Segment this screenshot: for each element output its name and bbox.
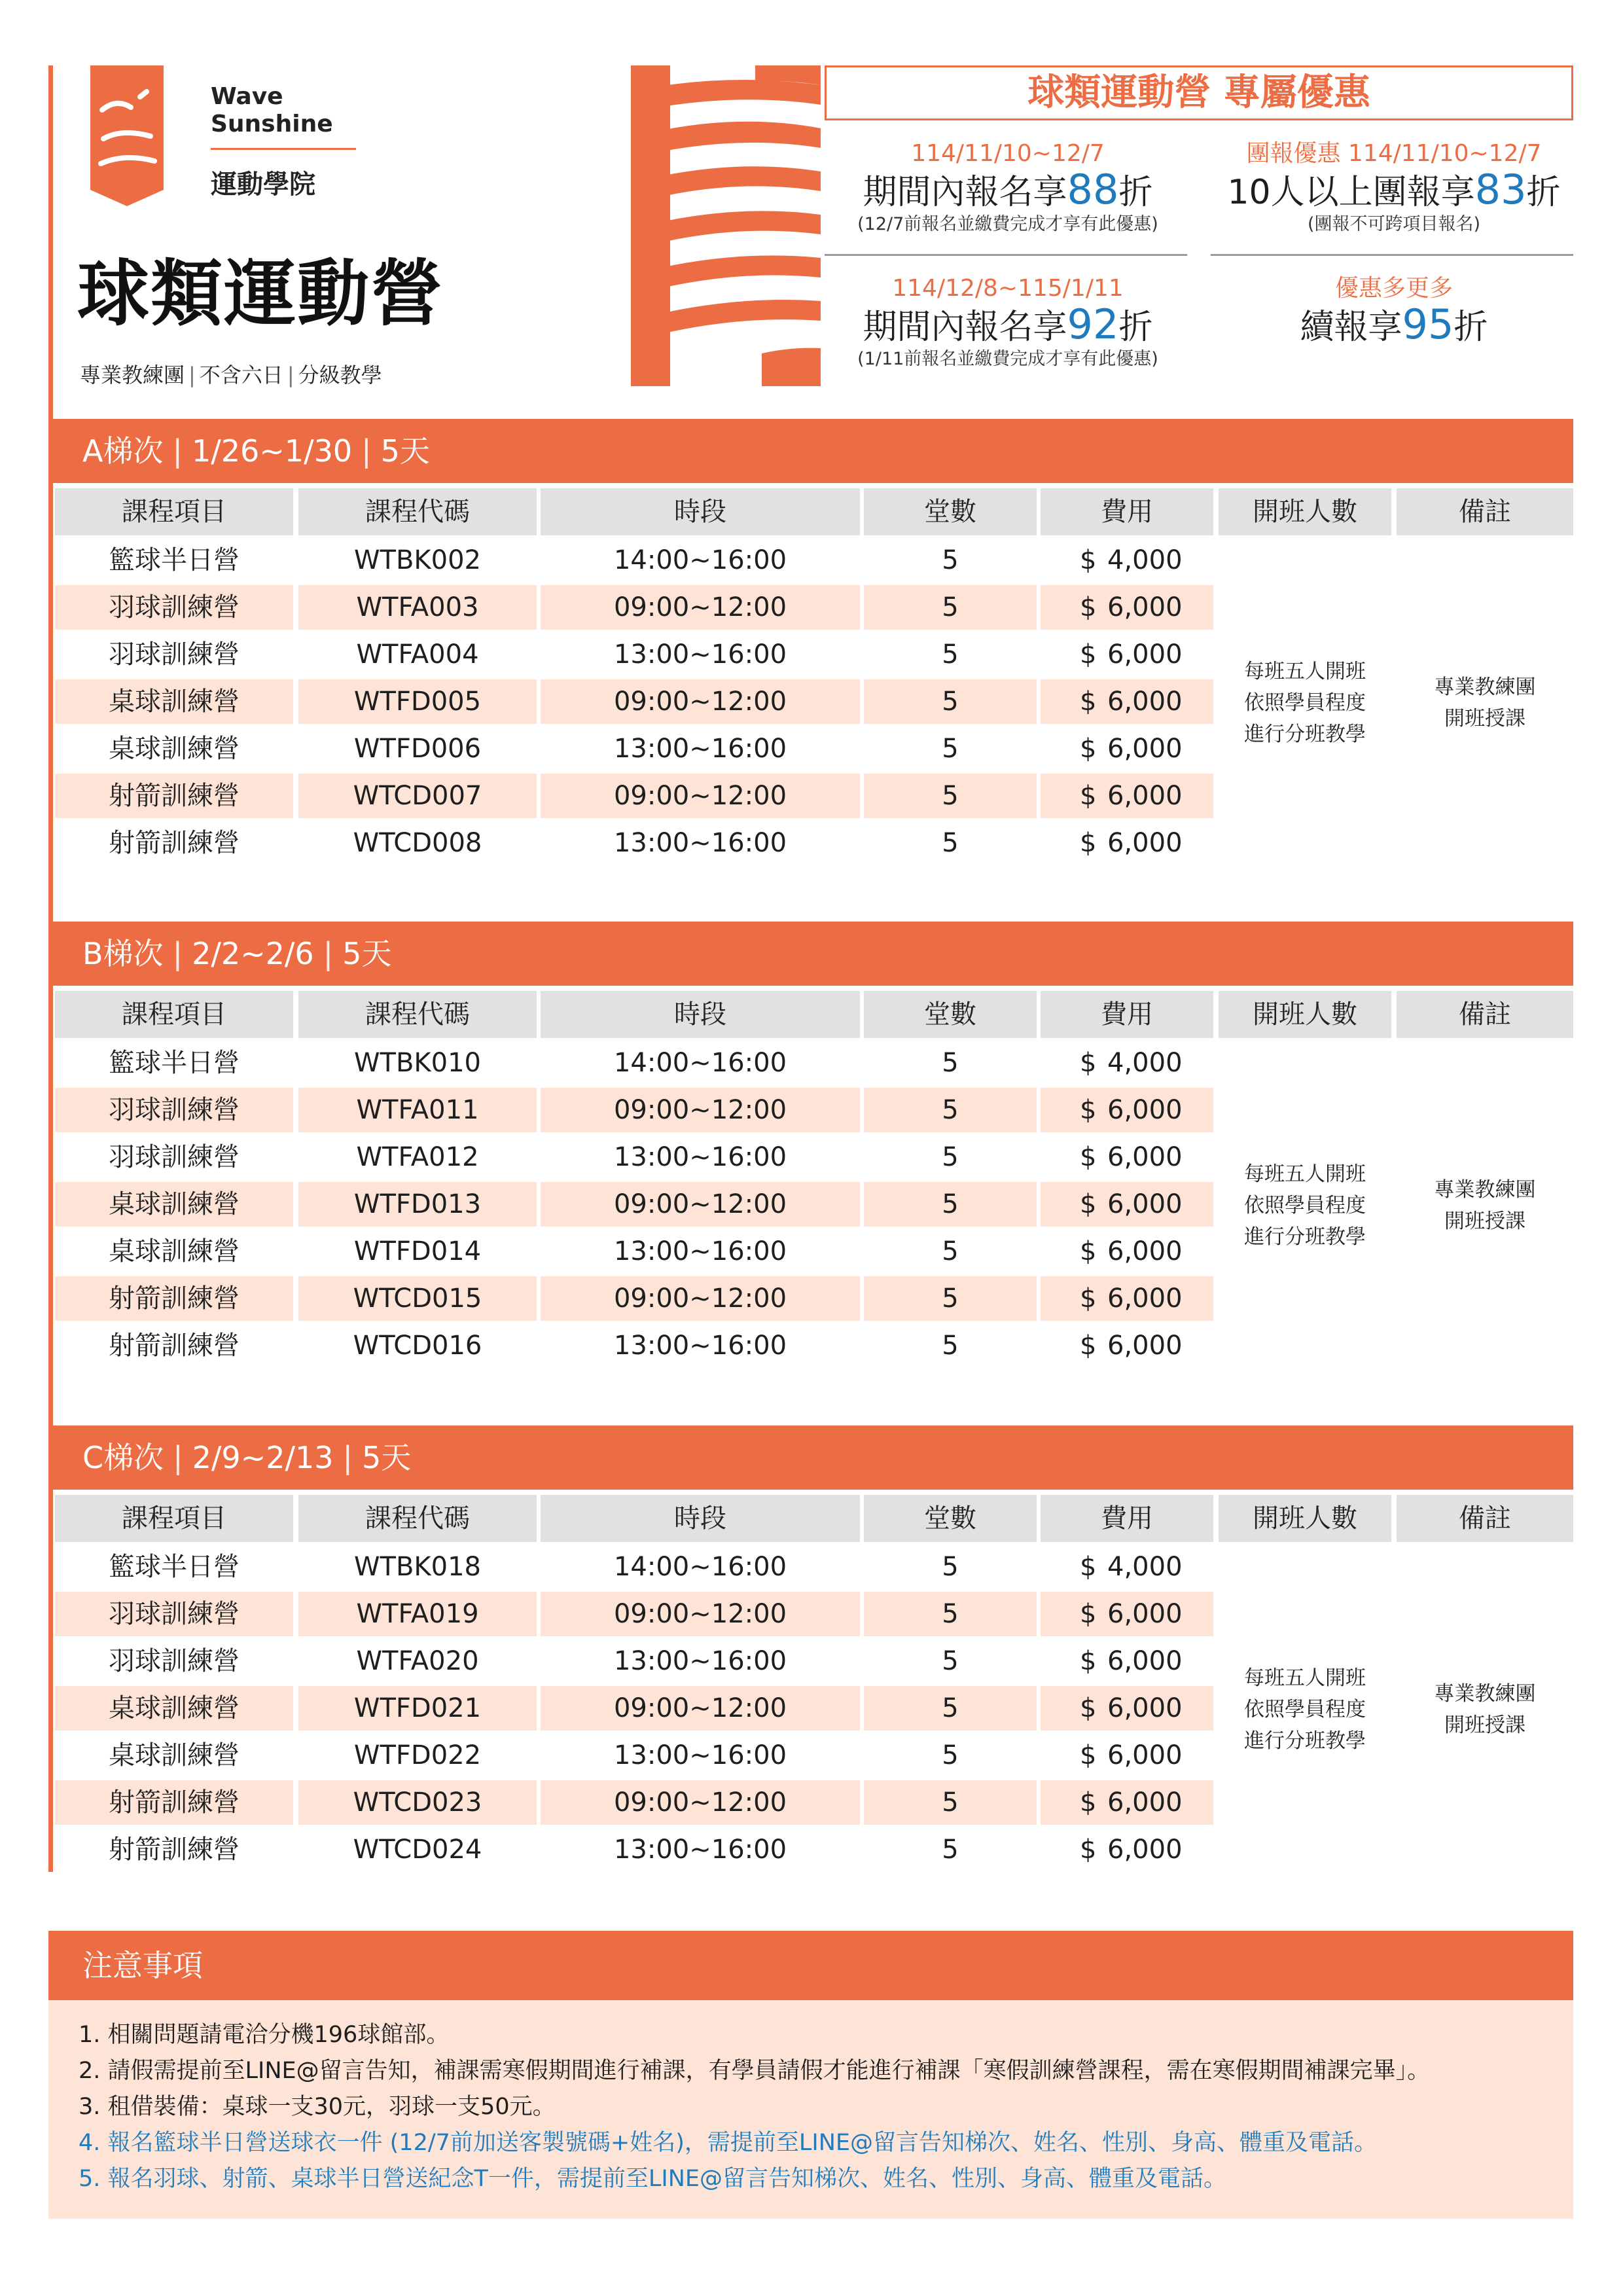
batch-header — [48, 922, 1573, 986]
table-header-cell: 費用 — [1041, 488, 1213, 535]
course-item-cell: 桌球訓練營 — [109, 1740, 240, 1770]
fee-amount: 6,000 — [1107, 1331, 1183, 1361]
promo-title: 球類運動營 專屬優惠 — [825, 65, 1573, 120]
fee-cell — [1041, 1041, 1213, 1085]
currency-symbol: $ — [1080, 1552, 1097, 1582]
fee-amount: 6,000 — [1107, 734, 1183, 764]
fee-cell — [1041, 1545, 1213, 1589]
course-item-cell: 桌球訓練營 — [109, 734, 240, 764]
class-size-note — [1219, 1662, 1391, 1757]
course-item-cell: 羽球訓練營 — [55, 585, 293, 630]
class-size-line: 進行分班教學 — [1244, 723, 1366, 746]
sessions-cell: 5 — [942, 1048, 959, 1078]
course-code-cell: WTCD008 — [353, 828, 482, 858]
fee-cell — [1041, 632, 1213, 677]
currency-symbol: $ — [1080, 1189, 1097, 1219]
fee-amount: 4,000 — [1107, 545, 1183, 575]
fee-amount: 6,000 — [1107, 1599, 1183, 1629]
batch-separator: | — [342, 1440, 353, 1475]
course-code-cell: WTFA012 — [356, 1142, 479, 1172]
brand-name-line3: 運動學院 — [211, 170, 315, 200]
fee-cell — [1041, 1592, 1213, 1636]
batch-label: A梯次 — [82, 433, 164, 469]
time-slot-cell: 09:00~12:00 — [541, 1592, 860, 1636]
currency-symbol: $ — [1080, 1835, 1097, 1865]
course-item-cell: 桌球訓練營 — [55, 1182, 293, 1227]
course-code-cell: WTFD021 — [298, 1686, 537, 1731]
batch-separator: | — [323, 936, 334, 971]
remark-line: 開班授課 — [1444, 1210, 1525, 1233]
sessions-cell: 5 — [942, 1142, 959, 1172]
currency-symbol: $ — [1080, 1331, 1097, 1361]
batch-label: B梯次 — [82, 936, 164, 971]
subtitle-separator: | — [188, 363, 196, 387]
course-item-cell: 籃球半日營 — [109, 1552, 240, 1582]
note-item: 2. 請假需提前至LINE@留言告知，補課需寒假期間進行補課，有學員請假才能進行補課「寒假訓練營課程，需在寒假期間補課完畢」。 — [79, 2058, 1431, 2084]
course-item-cell: 射箭訓練營 — [109, 828, 240, 858]
time-slot-cell: 09:00~12:00 — [541, 585, 860, 630]
course-code-cell: WTCD023 — [298, 1780, 537, 1825]
class-size-line: 每班五人開班 — [1244, 1162, 1366, 1186]
table-header-cell: 課程項目 — [55, 488, 293, 535]
promo-suffix: 折 — [1454, 308, 1488, 347]
fee-cell — [1041, 1323, 1213, 1368]
course-item-cell: 桌球訓練營 — [55, 679, 293, 724]
batch-dates: 2/2~2/6 — [192, 936, 314, 971]
currency-symbol: $ — [1080, 828, 1097, 858]
sessions-cell: 5 — [942, 734, 959, 764]
table-row — [55, 1545, 1213, 1589]
table-header — [55, 1495, 1573, 1542]
currency-symbol: $ — [1080, 687, 1097, 717]
wave-sunshine-logo-icon — [90, 65, 164, 206]
promo-offer — [1211, 274, 1577, 348]
course-code-cell: WTCD024 — [353, 1835, 482, 1865]
class-size-note — [1219, 656, 1391, 750]
remark-note — [1397, 672, 1573, 734]
fee-cell — [1041, 1135, 1213, 1179]
table-row — [55, 1088, 1213, 1132]
promo-discount: 83 — [1474, 166, 1527, 213]
sessions-cell: 5 — [864, 774, 1037, 818]
table-row — [55, 585, 1213, 630]
class-size-line: 每班五人開班 — [1244, 1666, 1366, 1690]
promo-discount: 92 — [1067, 300, 1119, 348]
batch-header — [48, 1426, 1573, 1490]
sessions-cell: 5 — [942, 1236, 959, 1266]
batch-dates: 1/26~1/30 — [191, 433, 353, 469]
table-header-cell: 課程項目 — [55, 1495, 293, 1542]
course-item-cell: 羽球訓練營 — [109, 1646, 240, 1676]
fee-cell — [1041, 1276, 1213, 1321]
time-slot-cell: 13:00~16:00 — [613, 734, 787, 764]
table-header-cell: 費用 — [1041, 1495, 1213, 1542]
time-slot-cell: 14:00~16:00 — [613, 1048, 787, 1078]
table-header-cell: 備註 — [1397, 991, 1573, 1038]
page-subtitle — [80, 359, 382, 389]
class-size-line: 依照學員程度 — [1244, 691, 1366, 715]
promo-main — [825, 166, 1191, 213]
promo-suffix: 折 — [1118, 173, 1153, 212]
currency-symbol: $ — [1080, 1599, 1097, 1629]
batch-header — [48, 419, 1573, 483]
course-code-cell: WTFA020 — [356, 1646, 479, 1676]
course-item-cell: 羽球訓練營 — [55, 1592, 293, 1636]
brand-divider — [211, 148, 356, 150]
promo-divider — [1211, 254, 1573, 256]
table-row — [55, 1592, 1213, 1636]
fee-amount: 6,000 — [1107, 639, 1183, 670]
currency-symbol: $ — [1080, 545, 1097, 575]
remark-line: 專業教練團 — [1434, 1682, 1536, 1706]
table-row — [55, 821, 1213, 865]
note-item: 5. 報名羽球、射箭、桌球半日營送紀念T一件，需提前至LINE@留言告知梯次、姓名、性別、身高、體重及電話。 — [79, 2166, 1227, 2192]
table-header-cell: 開班人數 — [1219, 488, 1391, 535]
currency-symbol: $ — [1080, 1236, 1097, 1266]
fee-amount: 6,000 — [1107, 1646, 1183, 1676]
time-slot-cell: 13:00~16:00 — [613, 1236, 787, 1266]
promo-offer — [825, 139, 1191, 236]
note-item: 4. 報名籃球半日營送球衣一件 (12/7前加送客製號碼+姓名)，需提前至LINE@留言告知梯次、姓名、性別、身高、體重及電話。 — [79, 2130, 1377, 2156]
table-row — [55, 774, 1213, 818]
fee-cell — [1041, 1182, 1213, 1227]
course-code-cell: WTBK018 — [353, 1552, 481, 1582]
fee-cell — [1041, 1088, 1213, 1132]
promo-discount: 95 — [1402, 300, 1454, 348]
time-slot-cell: 13:00~16:00 — [613, 1142, 787, 1172]
batch-separator: | — [361, 433, 372, 469]
table-row — [55, 1733, 1213, 1778]
class-size-line: 進行分班教學 — [1244, 1225, 1366, 1249]
page-title: 球類運動營 — [77, 252, 444, 336]
promo-prefix: 期間內報名享 — [863, 173, 1067, 212]
sessions-cell: 5 — [942, 1740, 959, 1770]
fee-amount: 6,000 — [1107, 828, 1183, 858]
promo-divider — [825, 254, 1187, 256]
batch-separator: | — [172, 936, 183, 971]
subtitle-item: 分級教學 — [298, 363, 382, 387]
time-slot-cell: 14:00~16:00 — [613, 545, 787, 575]
class-size-line: 進行分班教學 — [1244, 1729, 1366, 1753]
fee-amount: 6,000 — [1107, 592, 1183, 622]
time-slot-cell: 13:00~16:00 — [613, 1331, 787, 1361]
course-item-cell: 羽球訓練營 — [109, 1142, 240, 1172]
batch-separator: | — [173, 1440, 183, 1475]
time-slot-cell: 09:00~12:00 — [541, 1780, 860, 1825]
brand-name-line2: Sunshine — [211, 111, 333, 137]
table-header-cell: 堂數 — [864, 991, 1037, 1038]
fee-amount: 6,000 — [1107, 1740, 1183, 1770]
subtitle-item: 不含六日 — [199, 363, 283, 387]
class-size-note — [1219, 1158, 1391, 1253]
table-header-cell: 堂數 — [864, 1495, 1037, 1542]
table-header-cell: 課程代碼 — [298, 1495, 537, 1542]
striped-wave-decoration-icon — [631, 65, 821, 386]
promo-suffix: 折 — [1118, 308, 1153, 347]
currency-symbol: $ — [1080, 1693, 1097, 1723]
course-code-cell: WTBK002 — [353, 545, 481, 575]
currency-symbol: $ — [1080, 1646, 1097, 1676]
course-item-cell: 羽球訓練營 — [55, 1088, 293, 1132]
fee-cell — [1041, 585, 1213, 630]
time-slot-cell: 13:00~16:00 — [613, 639, 787, 670]
time-slot-cell: 09:00~12:00 — [541, 1686, 860, 1731]
currency-symbol: $ — [1080, 592, 1097, 622]
fee-amount: 6,000 — [1107, 1095, 1183, 1125]
time-slot-cell: 09:00~12:00 — [541, 1276, 860, 1321]
course-item-cell: 射箭訓練營 — [55, 774, 293, 818]
class-size-line: 每班五人開班 — [1244, 660, 1366, 683]
currency-symbol: $ — [1080, 1740, 1097, 1770]
table-row — [55, 1182, 1213, 1227]
time-slot-cell: 14:00~16:00 — [613, 1552, 787, 1582]
table-row — [55, 1135, 1213, 1179]
table-header-cell: 開班人數 — [1219, 1495, 1391, 1542]
sessions-cell: 5 — [942, 1552, 959, 1582]
sessions-cell: 5 — [942, 1646, 959, 1676]
sessions-cell: 5 — [864, 1686, 1037, 1731]
sessions-cell: 5 — [864, 1182, 1037, 1227]
subtitle-item: 專業教練團 — [80, 363, 185, 387]
time-slot-cell: 13:00~16:00 — [613, 1835, 787, 1865]
note-item: 3. 租借裝備：桌球一支30元，羽球一支50元。 — [79, 2094, 556, 2120]
sessions-cell: 5 — [942, 545, 959, 575]
course-item-cell: 桌球訓練營 — [55, 1686, 293, 1731]
fee-cell — [1041, 538, 1213, 583]
fee-amount: 6,000 — [1107, 1283, 1183, 1314]
promo-note: (1/11前報名並繳費完成才享有此優惠) — [857, 349, 1158, 369]
course-item-cell: 射箭訓練營 — [55, 1780, 293, 1825]
course-code-cell: WTFD013 — [298, 1182, 537, 1227]
course-code-cell: WTFA004 — [356, 639, 479, 670]
time-slot-cell: 13:00~16:00 — [613, 828, 787, 858]
time-slot-cell: 09:00~12:00 — [541, 1182, 860, 1227]
promo-prefix: 續報享 — [1300, 308, 1402, 347]
table-header-cell: 時段 — [541, 488, 860, 535]
fee-cell — [1041, 1827, 1213, 1872]
course-code-cell: WTCD015 — [298, 1276, 537, 1321]
currency-symbol: $ — [1080, 639, 1097, 670]
table-row — [55, 726, 1213, 771]
fee-cell — [1041, 1733, 1213, 1778]
table-row — [55, 632, 1213, 677]
promo-main — [825, 300, 1191, 348]
sessions-cell: 5 — [942, 828, 959, 858]
course-item-cell: 羽球訓練營 — [109, 639, 240, 670]
table-header — [55, 488, 1573, 535]
fee-cell — [1041, 726, 1213, 771]
remark-line: 開班授課 — [1444, 707, 1525, 730]
promo-prefix: 10人以上團報享 — [1227, 173, 1475, 212]
fee-amount: 6,000 — [1107, 1142, 1183, 1172]
promo-note: (12/7前報名並繳費完成才享有此優惠) — [857, 214, 1158, 234]
course-item-cell: 射箭訓練營 — [55, 1276, 293, 1321]
sessions-cell: 5 — [864, 585, 1037, 630]
course-code-cell: WTFD022 — [353, 1740, 482, 1770]
promo-discount: 88 — [1067, 166, 1119, 213]
time-slot-cell: 09:00~12:00 — [541, 774, 860, 818]
table-header-cell: 課程代碼 — [298, 991, 537, 1038]
fee-amount: 4,000 — [1107, 1552, 1183, 1582]
time-slot-cell: 13:00~16:00 — [613, 1740, 787, 1770]
fee-amount: 6,000 — [1107, 687, 1183, 717]
table-header-cell: 課程代碼 — [298, 488, 537, 535]
fee-cell — [1041, 1686, 1213, 1731]
course-code-cell: WTCD016 — [353, 1331, 482, 1361]
fee-amount: 6,000 — [1107, 1835, 1183, 1865]
fee-cell — [1041, 1229, 1213, 1274]
course-item-cell: 射箭訓練營 — [109, 1835, 240, 1865]
fee-amount: 6,000 — [1107, 1787, 1183, 1818]
course-code-cell: WTFD005 — [298, 679, 537, 724]
table-row — [55, 1041, 1213, 1085]
fee-cell — [1041, 1780, 1213, 1825]
table-header-cell: 堂數 — [864, 488, 1037, 535]
sessions-cell: 5 — [942, 1835, 959, 1865]
promo-date: 優惠多更多 — [1334, 275, 1453, 302]
course-item-cell: 籃球半日營 — [109, 1048, 240, 1078]
notes-list — [48, 2000, 1573, 2219]
subtitle-separator: | — [287, 363, 294, 387]
currency-symbol: $ — [1080, 1048, 1097, 1078]
table-row — [55, 1686, 1213, 1731]
promo-suffix: 折 — [1526, 173, 1561, 212]
batch-separator: | — [172, 433, 183, 469]
table-row — [55, 1780, 1213, 1825]
remark-line: 開班授課 — [1444, 1713, 1525, 1737]
course-code-cell: WTFD014 — [353, 1236, 482, 1266]
table-header-cell: 費用 — [1041, 991, 1213, 1038]
course-code-cell: WTFA003 — [298, 585, 537, 630]
table-header-cell: 開班人數 — [1219, 991, 1391, 1038]
brand-name-line1: Wave — [211, 83, 283, 110]
class-size-line: 依照學員程度 — [1244, 1194, 1366, 1217]
course-code-cell: WTCD007 — [298, 774, 537, 818]
table-header-cell: 備註 — [1397, 1495, 1573, 1542]
fee-amount: 6,000 — [1107, 1236, 1183, 1266]
fee-cell — [1041, 679, 1213, 724]
time-slot-cell: 09:00~12:00 — [541, 679, 860, 724]
table-header-cell: 課程項目 — [55, 991, 293, 1038]
course-item-cell: 射箭訓練營 — [109, 1331, 240, 1361]
table-row — [55, 1229, 1213, 1274]
sessions-cell: 5 — [864, 1780, 1037, 1825]
promo-main — [1211, 300, 1577, 348]
table-header-cell: 時段 — [541, 1495, 860, 1542]
notes-title: 注意事項 — [48, 1931, 1573, 2000]
course-item-cell: 籃球半日營 — [109, 545, 240, 575]
sessions-cell: 5 — [864, 679, 1037, 724]
fee-cell — [1041, 821, 1213, 865]
sessions-cell: 5 — [864, 1592, 1037, 1636]
table-header-cell: 時段 — [541, 991, 860, 1038]
batch-dates: 2/9~2/13 — [192, 1440, 334, 1475]
fee-cell — [1041, 1639, 1213, 1683]
sessions-cell: 5 — [864, 1276, 1037, 1321]
batch-days: 5天 — [380, 433, 430, 469]
course-code-cell: WTFA011 — [298, 1088, 537, 1132]
remark-line: 專業教練團 — [1434, 1178, 1536, 1202]
currency-symbol: $ — [1080, 734, 1097, 764]
fee-amount: 6,000 — [1107, 781, 1183, 811]
table-row — [55, 1323, 1213, 1368]
course-code-cell: WTFA019 — [298, 1592, 537, 1636]
remark-note — [1397, 1678, 1573, 1741]
fee-amount: 4,000 — [1107, 1048, 1183, 1078]
currency-symbol: $ — [1080, 1095, 1097, 1125]
remark-line: 專業教練團 — [1434, 675, 1536, 699]
fee-cell — [1041, 774, 1213, 818]
currency-symbol: $ — [1080, 1283, 1097, 1314]
promo-note: (團報不可跨項目報名) — [1307, 214, 1481, 234]
batch-days: 5天 — [342, 936, 392, 971]
course-code-cell: WTBK010 — [353, 1048, 481, 1078]
table-row — [55, 679, 1213, 724]
promo-date: 114/11/10~12/7 — [911, 140, 1105, 167]
time-slot-cell: 09:00~12:00 — [541, 1088, 860, 1132]
table-row — [55, 1639, 1213, 1683]
promo-offer — [825, 274, 1191, 370]
class-size-line: 依照學員程度 — [1244, 1698, 1366, 1721]
course-item-cell: 桌球訓練營 — [109, 1236, 240, 1266]
promo-offer — [1211, 139, 1577, 236]
table-row — [55, 538, 1213, 583]
batch-days: 5天 — [362, 1440, 412, 1475]
time-slot-cell: 13:00~16:00 — [613, 1646, 787, 1676]
promo-date: 團報優惠 114/11/10~12/7 — [1246, 140, 1542, 167]
currency-symbol: $ — [1080, 1787, 1097, 1818]
remark-note — [1397, 1174, 1573, 1237]
currency-symbol: $ — [1080, 1142, 1097, 1172]
sessions-cell: 5 — [864, 1088, 1037, 1132]
table-header — [55, 991, 1573, 1038]
batch-label: C梯次 — [82, 1440, 164, 1475]
promo-date: 114/12/8~115/1/11 — [892, 275, 1124, 302]
sessions-cell: 5 — [942, 1331, 959, 1361]
promo-prefix: 期間內報名享 — [863, 308, 1067, 347]
table-row — [55, 1827, 1213, 1872]
course-code-cell: WTFD006 — [353, 734, 482, 764]
fee-amount: 6,000 — [1107, 1189, 1183, 1219]
sessions-cell: 5 — [942, 639, 959, 670]
table-header-cell: 備註 — [1397, 488, 1573, 535]
table-row — [55, 1276, 1213, 1321]
note-item: 1. 相關問題請電洽分機196球館部。 — [79, 2022, 450, 2048]
promo-main — [1211, 166, 1577, 213]
currency-symbol: $ — [1080, 781, 1097, 811]
fee-amount: 6,000 — [1107, 1693, 1183, 1723]
